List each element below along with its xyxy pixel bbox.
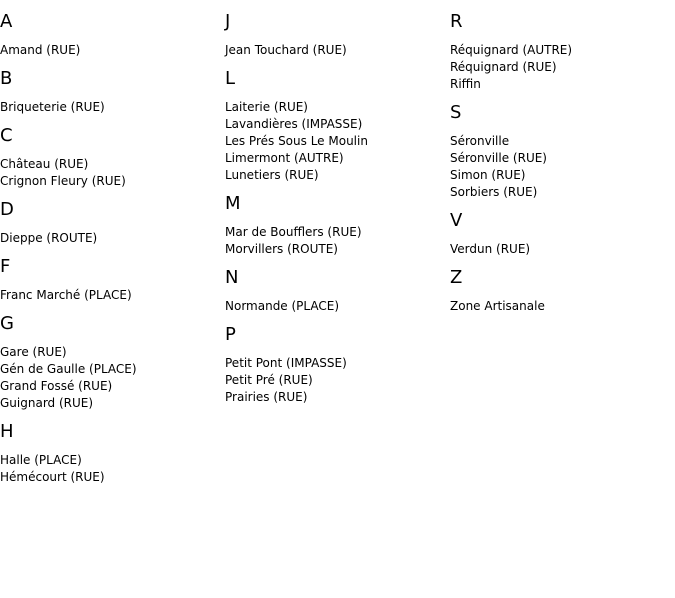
- street-link[interactable]: Dieppe (ROUTE): [0, 231, 98, 245]
- letter-group: [0, 12, 225, 59]
- street-link[interactable]: Amand (RUE): [0, 43, 81, 57]
- street-link[interactable]: Normande (PLACE): [225, 299, 340, 313]
- street-list: [225, 224, 450, 258]
- letter-group: [0, 200, 225, 247]
- letter-group: [0, 422, 225, 486]
- letter-group: [0, 126, 225, 190]
- letter-group: [450, 268, 675, 315]
- letter-heading: G: [0, 313, 14, 334]
- street-link[interactable]: Mar de Boufflers (RUE): [225, 225, 362, 239]
- street-link[interactable]: Crignon Fleury (RUE): [0, 174, 126, 188]
- street-list: [450, 241, 675, 258]
- street-link[interactable]: Les Prés Sous Le Moulin: [225, 134, 368, 148]
- street-link[interactable]: Jean Touchard (RUE): [225, 43, 347, 57]
- street-index-column-3: [450, 12, 675, 325]
- street-link[interactable]: Riffin: [450, 77, 481, 91]
- letter-group: [225, 12, 450, 59]
- letter-heading: D: [0, 199, 14, 220]
- street-link[interactable]: Château (RUE): [0, 157, 89, 171]
- letter-heading: M: [225, 193, 241, 214]
- street-link[interactable]: Réquignard (RUE): [450, 60, 557, 74]
- street-list: [0, 230, 225, 247]
- street-list: [0, 156, 225, 190]
- letter-heading: B: [0, 68, 13, 89]
- street-link[interactable]: Simon (RUE): [450, 168, 526, 182]
- letter-heading: J: [225, 11, 231, 32]
- letter-group: [225, 194, 450, 258]
- street-link[interactable]: Séronville (RUE): [450, 151, 547, 165]
- street-link[interactable]: Lavandières (IMPASSE): [225, 117, 363, 131]
- street-link[interactable]: Prairies (RUE): [225, 390, 308, 404]
- street-index-column-2: [225, 12, 450, 416]
- letter-group: [0, 69, 225, 116]
- street-link[interactable]: Gare (RUE): [0, 345, 67, 359]
- letter-heading: F: [0, 256, 11, 277]
- letter-group: [450, 12, 675, 93]
- street-link[interactable]: Morvillers (ROUTE): [225, 242, 338, 256]
- street-link[interactable]: Zone Artisanale: [450, 299, 545, 313]
- street-index-column-1: [0, 12, 225, 496]
- street-list: [0, 452, 225, 486]
- street-list: [450, 133, 675, 201]
- street-list: [0, 287, 225, 304]
- letter-heading: P: [225, 324, 236, 345]
- street-list: [450, 42, 675, 93]
- street-link[interactable]: Petit Pré (RUE): [225, 373, 313, 387]
- street-link[interactable]: Verdun (RUE): [450, 242, 531, 256]
- street-link[interactable]: Réquignard (AUTRE): [450, 43, 573, 57]
- street-list: [0, 42, 225, 59]
- letter-group: [450, 103, 675, 201]
- letter-heading: A: [0, 11, 13, 32]
- letter-group: [450, 211, 675, 258]
- street-link[interactable]: Grand Fossé (RUE): [0, 379, 113, 393]
- letter-heading: L: [225, 68, 236, 89]
- street-link[interactable]: Lunetiers (RUE): [225, 168, 319, 182]
- street-link[interactable]: Sorbiers (RUE): [450, 185, 538, 199]
- street-link[interactable]: Guignard (RUE): [0, 396, 94, 410]
- letter-group: [225, 325, 450, 406]
- street-list: [225, 42, 450, 59]
- street-link[interactable]: Briqueterie (RUE): [0, 100, 105, 114]
- letter-group: [0, 314, 225, 412]
- letter-heading: Z: [450, 267, 463, 288]
- street-link[interactable]: Halle (PLACE): [0, 453, 82, 467]
- street-list: [450, 298, 675, 315]
- letter-heading: C: [0, 125, 13, 146]
- letter-heading: H: [0, 421, 14, 442]
- street-link[interactable]: Séronville: [450, 134, 510, 148]
- letter-heading: S: [450, 102, 462, 123]
- street-link[interactable]: Hémécourt (RUE): [0, 470, 105, 484]
- letter-heading: V: [450, 210, 463, 231]
- letter-group: [225, 268, 450, 315]
- letter-heading: N: [225, 267, 239, 288]
- letter-group: [0, 257, 225, 304]
- street-link[interactable]: Gén de Gaulle (PLACE): [0, 362, 137, 376]
- street-list: [0, 99, 225, 116]
- street-list: [0, 344, 225, 412]
- street-list: [225, 298, 450, 315]
- street-list: [225, 99, 450, 184]
- letter-heading: R: [450, 11, 463, 32]
- street-list: [225, 355, 450, 406]
- street-link[interactable]: Petit Pont (IMPASSE): [225, 356, 347, 370]
- street-link[interactable]: Limermont (AUTRE): [225, 151, 344, 165]
- street-link[interactable]: Franc Marché (PLACE): [0, 288, 132, 302]
- street-link[interactable]: Laiterie (RUE): [225, 100, 308, 114]
- letter-group: [225, 69, 450, 184]
